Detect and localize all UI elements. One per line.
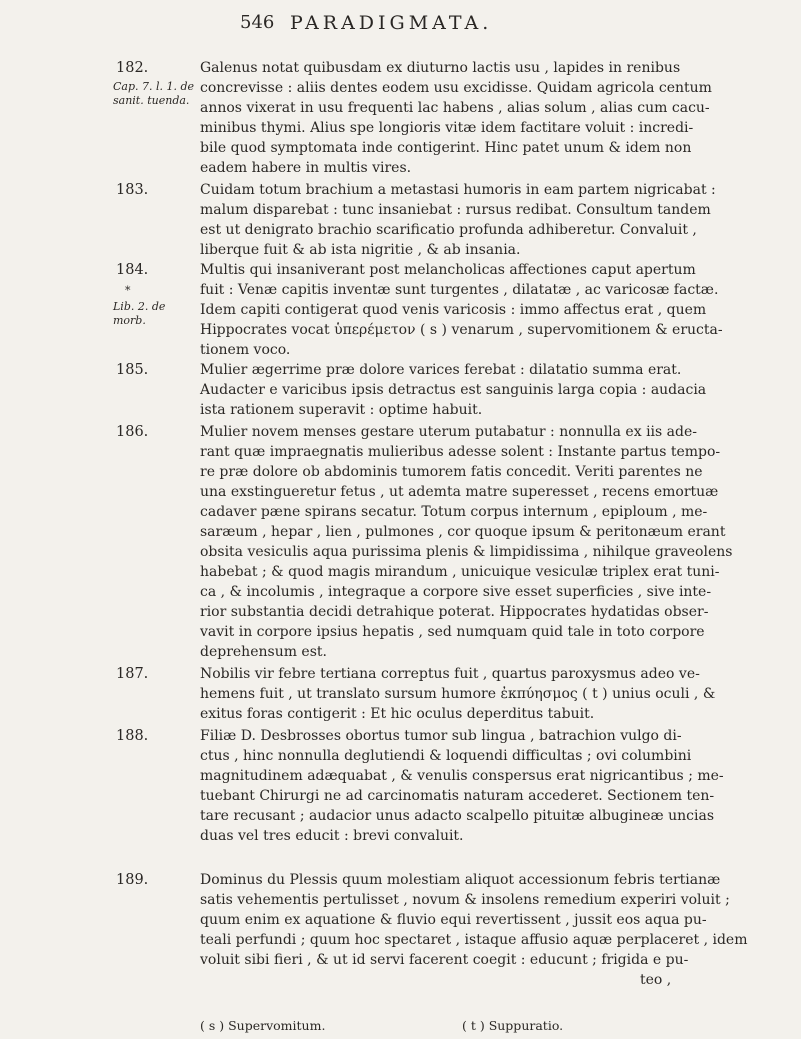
text-line: duas vel tres educit : brevi convaluit. bbox=[200, 828, 464, 844]
text-line: Filiæ D. Desbrosses obortus tumor sub lingua , batrachion vulgo di- bbox=[200, 728, 682, 744]
text-line: magnitudinem adæquabat , & venulis conspersus erat nigricantibus ; me- bbox=[200, 768, 724, 784]
text-line: Hippocrates vocat ὑπερέμετον ( s ) venarum , supervomitionem & eructa- bbox=[200, 322, 723, 338]
text-line: obsita vesiculis aqua purissima plenis & limpidissima , nihilque graveolens bbox=[200, 544, 733, 560]
text-line: Galenus notat quibusdam ex diuturno lactis usu , lapides in renibus bbox=[200, 60, 681, 76]
text-line: re præ dolore ob abdominis tumorem fatis concedit. Veriti parentes ne bbox=[200, 464, 703, 480]
text-line: tare recusant ; audacior unus adacto scalpello pituitæ albugineæ uncias bbox=[200, 808, 715, 824]
text-line: tuebant Chirurgi ne ad carcinomatis naturam accederet. Sectionem ten- bbox=[200, 788, 715, 804]
page-number: 546 bbox=[240, 12, 275, 33]
paragraph-number: 188. bbox=[116, 728, 149, 744]
paragraph-number: 187. bbox=[116, 666, 149, 682]
text-line: saræum , hepar , lien , pulmones , cor quoque ipsum & peritonæum erant bbox=[200, 524, 726, 540]
margin-mark: * bbox=[125, 284, 131, 297]
text-line: malum disparebat : tunc insaniebat : rursus redibat. Consultum tandem bbox=[200, 202, 711, 218]
text-line: concrevisse : aliis dentes eodem usu excidisse. Quidam agricola centum bbox=[200, 80, 712, 96]
text-line: una exstingueretur fetus , ut ademta matre superesset , recens emortuæ bbox=[200, 484, 719, 500]
text-line: ista rationem superavit : optime habuit. bbox=[200, 402, 483, 418]
paragraph-number: 184. bbox=[116, 262, 149, 278]
text-line: Nobilis vir febre tertiana correptus fuit , quartus paroxysmus adeo ve- bbox=[200, 666, 700, 682]
paragraph-number: 183. bbox=[116, 182, 149, 198]
text-line: deprehensum est. bbox=[200, 644, 327, 660]
text-line: Mulier ægerrime præ dolore varices ferebat : dilatatio summa erat. bbox=[200, 362, 682, 378]
text-line: Dominus du Plessis quum molestiam aliquot accessionum febris tertianæ bbox=[200, 872, 721, 888]
running-title: PARADIGMATA. bbox=[290, 12, 493, 34]
text-line: Idem capiti contigerat quod venis varicosis : immo affectus erat , quem bbox=[200, 302, 707, 318]
text-line: quum enim ex aquatione & fluvio equi revertissent , jussit eos aqua pu- bbox=[200, 912, 707, 928]
text-line: rant quæ impraegnatis mulieribus adesse solent : Instante partus tempo- bbox=[200, 444, 721, 460]
text-line: habebat ; & quod magis mirandum , unicuique vesiculæ triplex erat tuni- bbox=[200, 564, 720, 580]
text-line: exitus foras contigerit : Et hic oculus deperditus tabuit. bbox=[200, 706, 595, 722]
text-line: vavit in corpore ipsius hepatis , sed numquam quid tale in toto corpore bbox=[200, 624, 705, 640]
text-line: tionem voco. bbox=[200, 342, 291, 358]
text-line: Multis qui insaniverant post melancholicas affectiones caput apertum bbox=[200, 262, 696, 278]
text-line: rior substantia decidi detrahique poterat. Hippocrates hydatidas obser- bbox=[200, 604, 709, 620]
text-line: ctus , hinc nonnulla deglutiendi & loquendi difficultas ; ovi columbini bbox=[200, 748, 692, 764]
text-line: Audacter e varicibus ipsis detractus est sanguinis larga copia : audacia bbox=[200, 382, 707, 398]
page-header bbox=[240, 12, 670, 42]
text-line: eadem habere in multis vires. bbox=[200, 160, 412, 176]
text-line: liberque fuit & ab ista nigritie , & ab insania. bbox=[200, 242, 521, 258]
paragraph-number: 185. bbox=[116, 362, 149, 378]
text-line: satis vehementis pertulisset , novum & insolens remedium experiri voluit ; bbox=[200, 892, 730, 908]
paragraph-number: 189. bbox=[116, 872, 149, 888]
text-line: hemens fuit , ut translato sursum humore ἐκπύησμος ( t ) unius oculi , & bbox=[200, 686, 716, 702]
margin-reference: Cap. 7. l. 1. de bbox=[113, 80, 195, 93]
text-line: minibus thymi. Alius spe longioris vitæ idem factitare voluit : incredi- bbox=[200, 120, 694, 136]
text-line: teo , bbox=[640, 972, 672, 988]
text-line: teali perfundi ; quum hoc spectaret , istaque affusio aquæ perplaceret , idem bbox=[200, 932, 748, 948]
text-line: Mulier novem menses gestare uterum putabatur : nonnulla ex iis ade- bbox=[200, 424, 697, 440]
text-line: annos vixerat in usu frequenti lac habens , alias solum , alias cum cacu- bbox=[200, 100, 710, 116]
text-line: voluit sibi fieri , & ut id servi facerent coegit : educunt ; frigida e pu- bbox=[200, 952, 689, 968]
margin-reference: Lib. 2. de bbox=[113, 300, 166, 313]
text-line: ca , & incolumis , integraque a corpore sive esset superficies , sive inte- bbox=[200, 584, 712, 600]
paragraph-number: 182. bbox=[116, 60, 149, 76]
text-line: Cuidam totum brachium a metastasi humoris in eam partem nigricabat : bbox=[200, 182, 716, 198]
margin-reference: morb. bbox=[113, 314, 146, 327]
footnote-s: ( s ) Supervomitum. bbox=[200, 1018, 326, 1033]
text-line: cadaver pæne spirans secatur. Totum corpus internum , epiploum , me- bbox=[200, 504, 708, 520]
text-line: bile quod symptomata inde contigerint. Hinc patet unum & idem non bbox=[200, 140, 692, 156]
margin-reference: sanit. tuenda. bbox=[113, 94, 190, 107]
paragraph-number: 186. bbox=[116, 424, 149, 440]
text-line: fuit : Venæ capitis inventæ sunt turgentes , dilatatæ , ac varicosæ factæ. bbox=[200, 282, 719, 298]
text-line: est ut denigrato brachio scarificatio profunda adhiberetur. Convaluit , bbox=[200, 222, 697, 238]
footnote-t: ( t ) Suppuratio. bbox=[462, 1018, 564, 1033]
